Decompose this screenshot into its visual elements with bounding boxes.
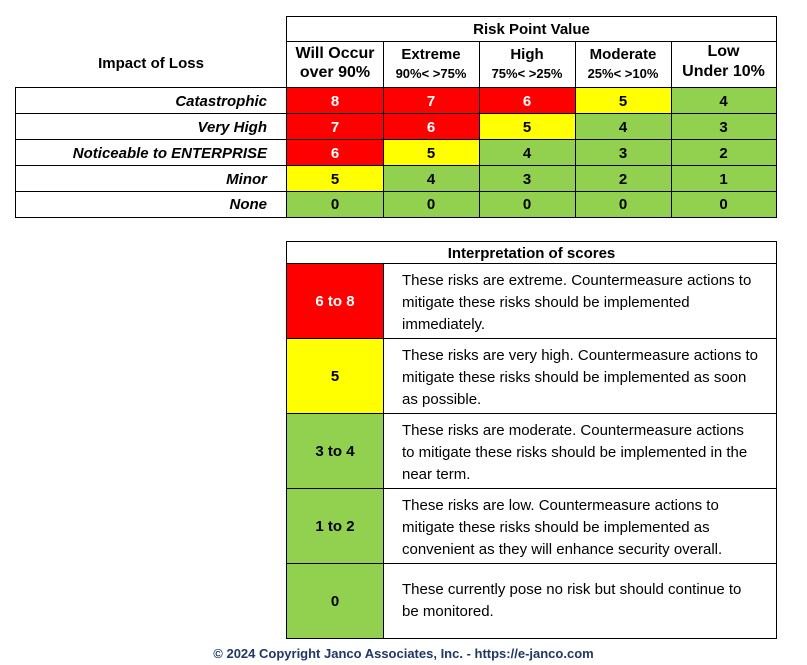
grid-line: [286, 241, 777, 242]
grid-line: [286, 563, 777, 564]
copyright-footer: © 2024 Copyright Janco Associates, Inc. - https://e-janco.com: [213, 646, 594, 661]
impact-row-label: Catastrophic: [175, 92, 267, 110]
impact-row-label: None: [229, 196, 267, 213]
risk-value-cell: 0: [287, 192, 383, 217]
grid-line: [286, 41, 777, 42]
column-header-line1: Extreme: [401, 46, 461, 63]
column-header-line1: Will Occur: [295, 45, 375, 62]
grid-line: [286, 16, 287, 218]
grid-line: [286, 338, 777, 339]
grid-line: [286, 241, 287, 639]
column-header-line2: Under 10%: [682, 63, 765, 80]
impact-of-loss-header: Impact of Loss: [98, 54, 204, 72]
risk-value-cell: 8: [287, 88, 383, 114]
grid-line: [383, 41, 384, 218]
risk-value-cell: 5: [287, 166, 383, 192]
score-description: These risks are moderate. Countermeasure actions to mitigate these risks should be implemented in the near term.: [402, 422, 748, 483]
risk-value-cell: 3: [575, 140, 671, 166]
score-description: These risks are low. Countermeasure actions to mitigate these risks should be implemented as convenient as they will enhance security overall.: [402, 497, 723, 558]
risk-value-cell: 4: [575, 114, 671, 140]
score-range-cell: 5: [287, 339, 383, 414]
impact-row-label: Minor: [226, 170, 267, 188]
risk-value-cell: 4: [479, 140, 575, 166]
risk-value-cell: 3: [671, 114, 776, 140]
grid-line: [286, 413, 777, 414]
risk-point-value-header: Risk Point Value: [473, 20, 590, 38]
score-range-cell: 0: [287, 564, 383, 638]
column-header-line2: 25%< >10%: [587, 66, 659, 81]
risk-value-cell: 0: [671, 192, 776, 217]
grid-line: [776, 16, 777, 218]
column-header-line1: High: [510, 46, 544, 63]
grid-line: [575, 41, 576, 218]
score-description: These risks are extreme. Countermeasure actions to mitigate these risks should be implemented immediately.: [402, 272, 752, 333]
grid-line: [15, 87, 777, 88]
grid-line: [15, 191, 777, 192]
grid-line: [479, 41, 480, 218]
grid-line: [15, 87, 16, 218]
grid-line: [286, 263, 777, 264]
column-header-line1: Moderate: [589, 46, 657, 63]
score-range-cell: 6 to 8: [287, 264, 383, 339]
risk-value-cell: 1: [671, 166, 776, 192]
risk-value-cell: 6: [383, 114, 479, 140]
risk-value-cell: 4: [671, 88, 776, 114]
score-description: These currently pose no risk but should continue to be monitored.: [402, 581, 742, 620]
score-range-cell: 3 to 4: [287, 414, 383, 489]
grid-line: [15, 217, 777, 218]
risk-value-cell: 5: [479, 114, 575, 140]
column-header-line1: Low: [707, 43, 740, 60]
risk-value-cell: 0: [383, 192, 479, 217]
risk-value-cell: 6: [479, 88, 575, 114]
column-header: [671, 42, 776, 87]
grid-line: [383, 263, 384, 639]
grid-line: [286, 488, 777, 489]
risk-value-cell: 7: [287, 114, 383, 140]
grid-line: [776, 241, 777, 639]
grid-line: [15, 165, 777, 166]
risk-value-cell: 4: [383, 166, 479, 192]
risk-value-cell: 7: [383, 88, 479, 114]
column-header-line2: 90%< >75%: [395, 66, 467, 81]
impact-row-label: Very High: [197, 118, 267, 136]
column-header: [383, 42, 479, 87]
risk-value-cell: 2: [575, 166, 671, 192]
grid-line: [671, 41, 672, 218]
risk-value-cell: 0: [575, 192, 671, 217]
grid-line: [15, 139, 777, 140]
score-range-cell: 1 to 2: [287, 489, 383, 564]
risk-value-cell: 5: [383, 140, 479, 166]
column-header: [575, 42, 671, 87]
risk-value-cell: 6: [287, 140, 383, 166]
column-header: [287, 42, 383, 87]
risk-value-cell: 2: [671, 140, 776, 166]
interpretation-title: Interpretation of scores: [447, 244, 616, 262]
risk-value-cell: 0: [479, 192, 575, 217]
risk-value-cell: 3: [479, 166, 575, 192]
column-header-line2: over 90%: [299, 64, 371, 81]
risk-value-cell: 5: [575, 88, 671, 114]
score-description: These risks are very high. Countermeasure actions to mitigate these risks should be implemented as soon as possible.: [402, 347, 758, 408]
column-header-line2: 75%< >25%: [491, 66, 563, 81]
column-header: [479, 42, 575, 87]
impact-row-label: Noticeable to ENTERPRISE: [72, 144, 267, 162]
grid-line: [15, 113, 777, 114]
grid-line: [286, 638, 777, 639]
grid-line: [286, 16, 777, 17]
